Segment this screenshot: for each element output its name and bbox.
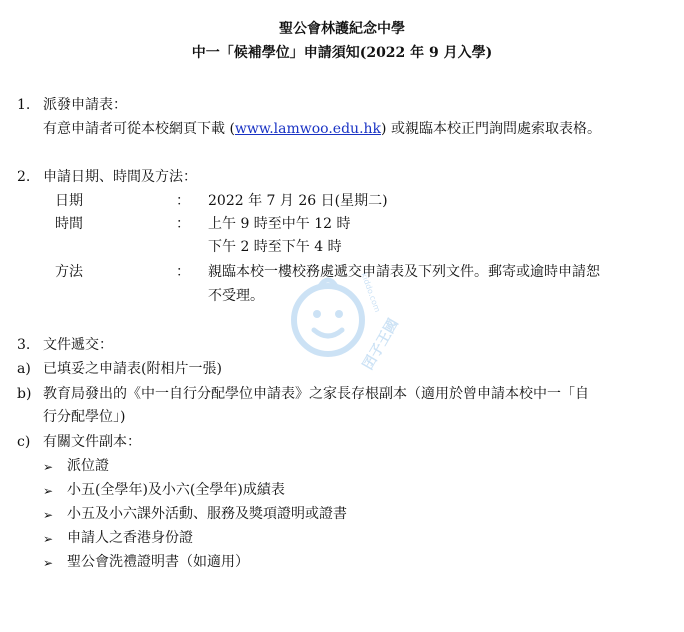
list-item: 小五及小六課外活動、服務及獎項證明或證書	[67, 506, 347, 522]
time-value-morning: 上午 9 時至中午 12 時	[208, 216, 351, 232]
list-item: 聖公會洗禮證明書（如適用）	[67, 554, 249, 570]
list-item: 申請人之香港身份證	[67, 530, 193, 546]
section-2-heading: 申請日期、時間及方法：	[43, 169, 197, 185]
list-item: 派位證	[67, 458, 109, 474]
section-1-number: 1.	[17, 97, 31, 113]
bullet-arrow-icon: ➢	[43, 460, 54, 474]
section-1-text-suffix: ) 或親臨本校正門詢問處索取表格。	[381, 121, 601, 137]
date-colon: ：	[176, 193, 190, 209]
list-item: 小五(全學年)及小六(全學年)成績表	[67, 482, 285, 498]
section-3-heading: 文件遞交：	[43, 337, 113, 353]
section-1-heading: 派發申請表：	[43, 97, 127, 113]
item-c-marker: c)	[17, 434, 31, 450]
school-name: 聖公會林護紀念中學	[279, 21, 405, 37]
item-b-text-line-1: 教育局發出的《中一自行分配學位申請表》之家長存根副本（適用於曾申請本校中一「自	[43, 386, 589, 402]
bullet-arrow-icon: ➢	[43, 508, 54, 522]
document-title: 中一「候補學位」申請須知(2022 年 9 月入學)	[191, 45, 493, 61]
item-c-text: 有關文件副本：	[43, 434, 141, 450]
date-value: 2022 年 7 月 26 日(星期二)	[208, 193, 388, 209]
bullet-arrow-icon: ➢	[43, 532, 54, 546]
section-2-number: 2.	[17, 169, 31, 185]
method-colon: ：	[176, 264, 190, 280]
item-a-marker: a)	[17, 361, 31, 377]
date-label: 日期	[55, 193, 83, 209]
time-value-afternoon: 下午 2 時至下午 4 時	[208, 239, 342, 255]
item-a-text: 已填妥之申請表(附相片一張)	[43, 361, 222, 377]
bullet-arrow-icon: ➢	[43, 556, 54, 570]
item-b-text-line-2: 行分配學位」)	[43, 409, 126, 425]
method-text-line-1: 親臨本校一樓校務處遞交申請表及下列文件。郵寄或逾時申請恕	[208, 264, 600, 280]
school-website-link[interactable]: www.lamwoo.edu.hk	[234, 121, 382, 137]
kiddo-watermark	[280, 268, 410, 372]
bullet-arrow-icon: ➢	[43, 484, 54, 498]
method-label: 方法	[55, 264, 83, 280]
section-1-text-prefix: 有意申請者可從本校網頁下載 (	[43, 121, 235, 137]
method-text-line-2: 不受理。	[208, 288, 264, 304]
time-colon: ：	[176, 216, 190, 232]
item-b-marker: b)	[17, 386, 32, 402]
watermark-url: kiddo.com	[359, 271, 383, 314]
watermark-text: 囝子王國	[359, 316, 402, 373]
time-label: 時間	[55, 216, 83, 232]
section-3-number: 3.	[17, 337, 31, 353]
section-1-text	[43, 121, 601, 138]
